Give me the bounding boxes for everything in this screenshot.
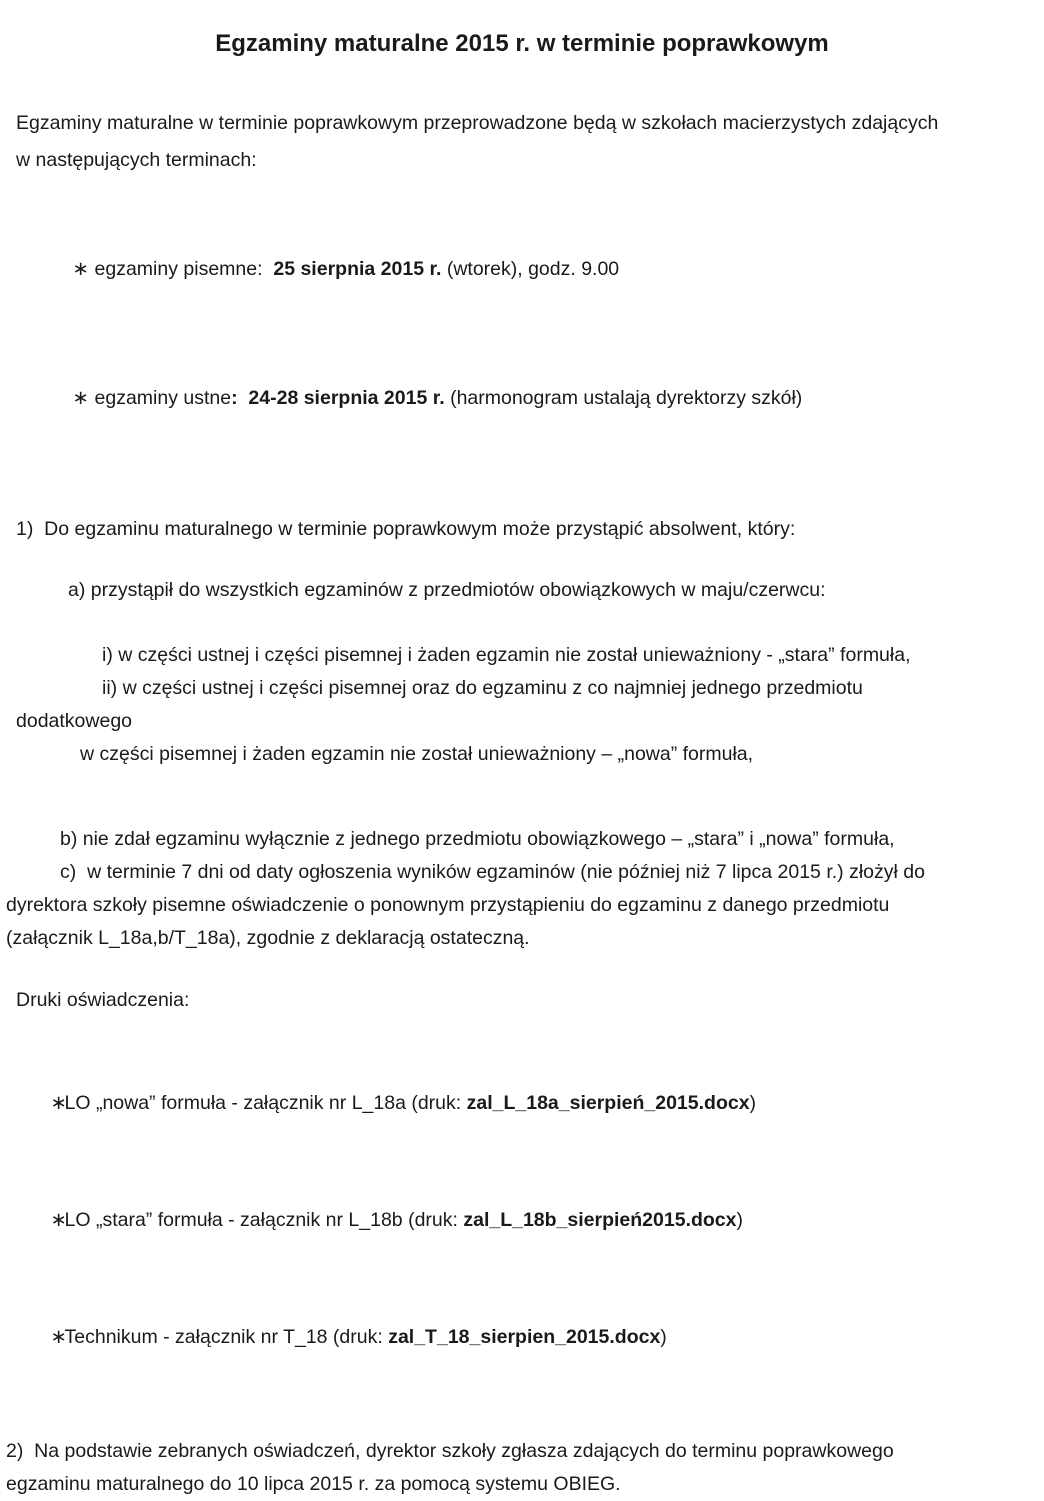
- intro-line: Egzaminy maturalne w terminie poprawkowym przeprowadzone będą w szkołach macierzystych zdających: [16, 112, 939, 134]
- exam-date-bold: : 24-28 sierpnia 2015 r.: [231, 387, 445, 409]
- bullet-asterisk: ∗: [50, 1209, 67, 1231]
- point-1c: c) w terminie 7 dni od daty ogłoszenia wyników egzaminów (nie później niż 7 lipca 2015 r.) złożył do: [60, 861, 925, 883]
- point-1a-sublist: [16, 639, 1028, 771]
- point-1a-ii: ii) w części ustnej i części pisemnej oraz do egzaminu z co najmniej jednego przedmiotu: [102, 677, 863, 699]
- list-item-text: LO „nowa” formuła - załącznik nr L_18a (druk: zal_L_18a_sierpień_2015.docx): [64, 1092, 757, 1114]
- intro-paragraph: [16, 105, 1028, 179]
- list-item-text: egzaminy ustne: 24-28 sierpnia 2015 r. (harmonogram ustalają dyrektorzy szkół): [94, 387, 803, 409]
- attachment-filename: zal_T_18_sierpien_2015.docx: [388, 1326, 661, 1348]
- point-1a-ii-continuation: w części pisemnej i żaden egzamin nie został unieważniony – „nowa” formuła,: [80, 743, 754, 765]
- list-item: [16, 1279, 1028, 1396]
- point-1c-continuation: dyrektora szkoły pisemne oświadczenie o ponownym przystąpieniu do egzaminu z danego przedmiotu: [6, 894, 890, 916]
- list-item: [16, 205, 1028, 334]
- exam-dates-list: [16, 205, 1028, 463]
- intro-line: w następujących terminach:: [16, 149, 257, 171]
- list-item: [16, 1045, 1028, 1162]
- point-1a: a) przystąpił do wszystkich egzaminów z przedmiotów obowiązkowych w maju/czerwcu:: [68, 579, 826, 601]
- exam-date-bold: 25 sierpnia 2015 r.: [273, 258, 442, 280]
- point-1a-ii-continuation: dodatkowego: [16, 710, 133, 732]
- list-item: [16, 334, 1028, 463]
- point-2-line: egzaminu maturalnego do 10 lipca 2015 r. za pomocą systemu OBIEG.: [6, 1473, 621, 1495]
- bullet-asterisk: ∗: [50, 1092, 67, 1114]
- attachment-filename: zal_L_18a_sierpień_2015.docx: [466, 1092, 750, 1114]
- point-2-paragraph: [6, 1435, 1028, 1501]
- bullet-asterisk: ∗: [72, 387, 89, 409]
- declarations-heading: Druki oświadczenia:: [16, 989, 190, 1011]
- point-1-lead: 1) Do egzaminu maturalnego w terminie poprawkowym może przystąpić absolwent, który:: [16, 518, 796, 540]
- point-2-line: 2) Na podstawie zebranych oświadczeń, dyrektor szkoły zgłasza zdających do terminu poprawkowego: [6, 1440, 894, 1462]
- point-1a-i: i) w części ustnej i części pisemnej i żaden egzamin nie został unieważniony - „stara” formuła,: [102, 644, 911, 666]
- attachment-filename: zal_L_18b_sierpień2015.docx: [463, 1209, 737, 1231]
- point-1b: b) nie zdał egzaminu wyłącznie z jednego przedmiotu obowiązkowego – „stara” i „nowa” formuła,: [60, 828, 895, 850]
- point-1bc-block: [6, 823, 1028, 955]
- point-1c-continuation: (załącznik L_18a,b/T_18a), zgodnie z deklaracją ostateczną.: [6, 927, 530, 949]
- document-title: Egzaminy maturalne 2015 r. w terminie poprawkowym: [215, 30, 829, 57]
- list-item-text: Technikum - załącznik nr T_18 (druk: zal_T_18_sierpien_2015.docx): [64, 1326, 667, 1348]
- declarations-list: [16, 1045, 1028, 1396]
- bullet-asterisk: ∗: [72, 258, 89, 280]
- list-item-text: LO „stara” formuła - załącznik nr L_18b (druk: zal_L_18b_sierpień2015.docx): [64, 1209, 743, 1231]
- list-item-text: egzaminy pisemne: 25 sierpnia 2015 r. (wtorek), godz. 9.00: [94, 258, 620, 280]
- list-item: [16, 1162, 1028, 1279]
- bullet-asterisk: ∗: [50, 1326, 67, 1348]
